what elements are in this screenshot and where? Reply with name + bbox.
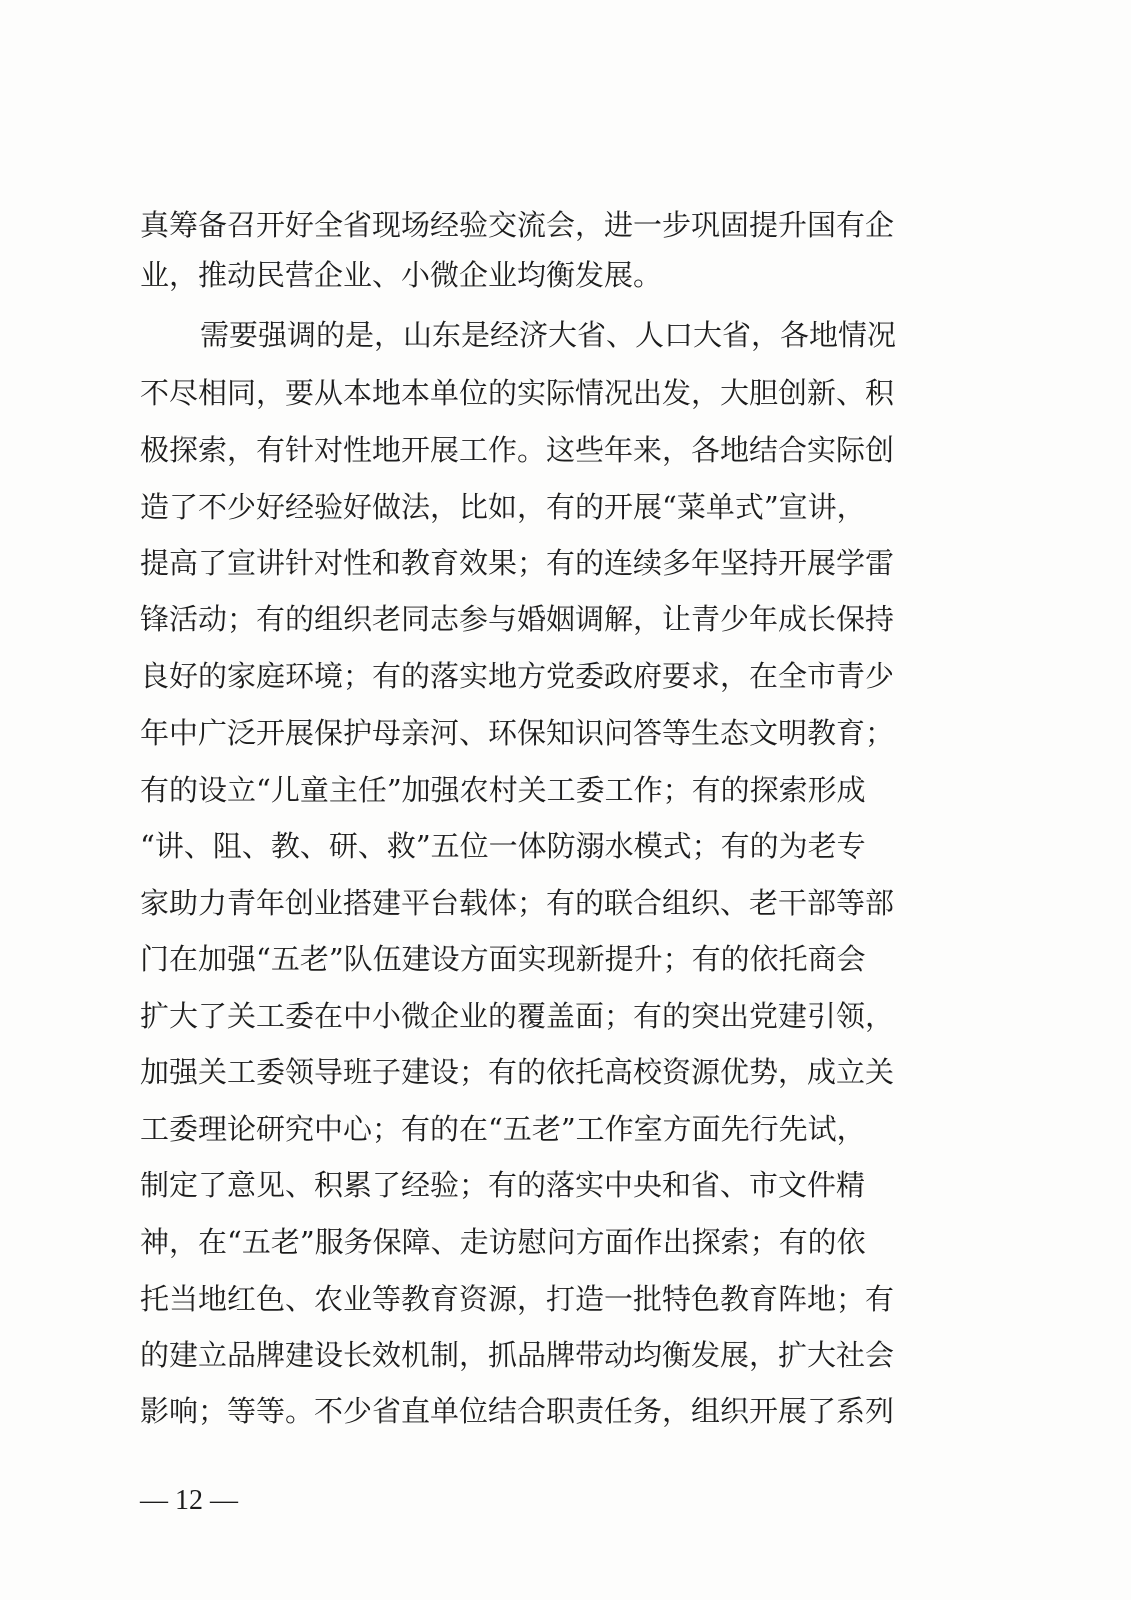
text-line-12: “讲、阻、教、研、救”五位一体防溺水模式；有的为老专 [140, 829, 866, 863]
text-line-14: 门在加强“五老”队伍建设方面实现新提升；有的依托商会 [140, 942, 866, 976]
text-line-1: 真筹备召开好全省现场经验交流会，进一步巩固提升国有企 [140, 208, 895, 242]
text-line-17: 工委理论研究中心；有的在“五老”工作室方面先行先试， [140, 1112, 866, 1146]
text-line-7: 提高了宣讲针对性和教育效果；有的连续多年坚持开展学雷 [140, 546, 895, 580]
text-line-2: 业，推动民营企业、小微企业均衡发展。 [140, 258, 663, 292]
text-line-19: 神，在“五老”服务保障、走访慰问方面作出探索；有的依 [140, 1225, 866, 1259]
text-line-10: 年中广泛开展保护母亲河、环保知识问答等生态文明教育； [140, 716, 895, 750]
text-line-3: 需要强调的是，山东是经济大省、人口大省，各地情况 [200, 318, 897, 352]
page-number: — 12 — [140, 1485, 238, 1516]
text-line-9: 良好的家庭环境；有的落实地方党委政府要求，在全市青少 [140, 659, 895, 693]
text-line-15: 扩大了关工委在中小微企业的覆盖面；有的突出党建引领， [140, 999, 895, 1033]
text-line-4: 不尽相同，要从本地本单位的实际情况出发，大胆创新、积 [140, 376, 895, 410]
text-line-18: 制定了意见、积累了经验；有的落实中央和省、市文件精 [140, 1168, 866, 1202]
text-line-6: 造了不少好经验好做法，比如，有的开展“菜单式”宣讲， [140, 490, 866, 524]
text-line-16: 加强关工委领导班子建设；有的依托高校资源优势，成立关 [140, 1055, 895, 1089]
text-line-22: 影响；等等。不少省直单位结合职责任务，组织开展了系列 [140, 1394, 895, 1428]
text-line-21: 的建立品牌建设长效机制，抓品牌带动均衡发展，扩大社会 [140, 1338, 895, 1372]
text-line-13: 家助力青年创业搭建平台载体；有的联合组织、老干部等部 [140, 886, 895, 920]
text-line-5: 极探索，有针对性地开展工作。这些年来，各地结合实际创 [140, 433, 895, 467]
text-line-11: 有的设立“儿童主任”加强农村关工委工作；有的探索形成 [140, 773, 866, 807]
text-line-8: 锋活动；有的组织老同志参与婚姻调解，让青少年成长保持 [140, 602, 895, 636]
text-line-20: 托当地红色、农业等教育资源，打造一批特色教育阵地；有 [140, 1282, 895, 1316]
